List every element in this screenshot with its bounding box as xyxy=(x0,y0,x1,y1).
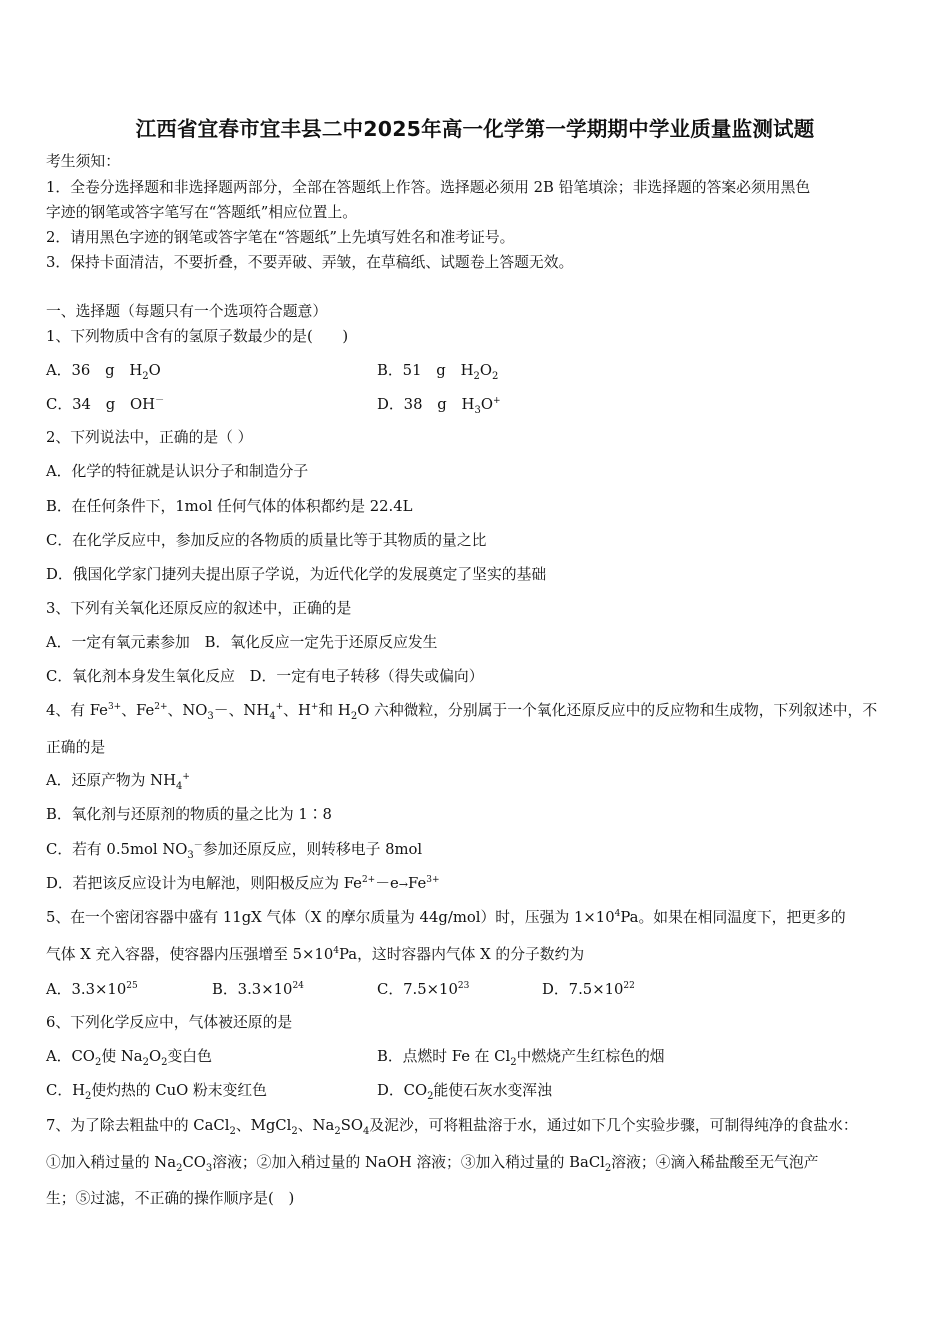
q6-stem: 6、下列化学反应中，气体被还原的是 xyxy=(46,1014,293,1031)
q5-stem-cont: 气体 X 充入容器，使容器内压强增至 $5\times 10^4Pa$，这时容器内气体 X 的分子数约为 xyxy=(46,946,585,963)
q2-option-a: A．化学的特征就是认识分子和制造分子 xyxy=(46,463,309,480)
q5-option-a: A．$3.3\times 10^{25}$ xyxy=(46,981,138,998)
q4-option-c: C．若有 0.5mol $NO_3^-$参加还原反应，则转移电子 8mol xyxy=(46,841,423,861)
q5-stem: 5、在一个密闭容器中盛有 11gX 气体（X 的摩尔质量为 44g/mol）时，压强为 $1\times 10^4Pa$。如果在相同温度下，把更多的 xyxy=(46,909,846,926)
q5-option-c: C．$7.5\times 10^{23}$ xyxy=(377,981,470,998)
q4-option-b: B．氧化剂与还原剂的物质的量之比为 1∶8 xyxy=(46,806,332,823)
q2-option-d: D．俄国化学家门捷列夫提出原子学说，为近代化学的发展奠定了坚实的基础 xyxy=(46,566,547,583)
q6-option-b: B．点燃时 Fe 在 $Cl_2$中燃烧产生红棕色的烟 xyxy=(377,1048,665,1068)
q5-option-b: B．$3.3\times 10^{24}$ xyxy=(212,981,304,998)
notice-line-1-cont: 字迹的钢笔或答字笔写在“答题纸”相应位置上。 xyxy=(46,204,358,221)
q1-option-b: B．51 g $H_2O_2$ xyxy=(377,362,499,382)
q2-stem: 2、下列说法中，正确的是（ ） xyxy=(46,429,253,446)
arrow-icon: → xyxy=(398,878,408,891)
q4-option-a: A．还原产物为 $NH_4^+$ xyxy=(46,772,190,792)
q3-options-cd: C．氧化剂本身发生氧化反应 D．一定有电子转移（得失或偏向） xyxy=(46,668,484,685)
q2-option-c: C．在化学反应中，参加反应的各物质的质量比等于其物质的量之比 xyxy=(46,532,487,549)
notice-line-2: 2．请用黑色字迹的钢笔或答字笔在“答题纸”上先填写姓名和准考证号。 xyxy=(46,229,515,246)
q4-stem-cont: 正确的是 xyxy=(46,739,106,756)
q6-option-d: D．$CO_2$能使石灰水变浑浊 xyxy=(377,1082,552,1102)
q1-stem: 1、下列物质中含有的氢原子数最少的是( ) xyxy=(46,328,349,345)
q1-option-a: A．36 g $H_2O$ xyxy=(46,362,161,382)
q4-option-d: D．若把该反应设计为电解池，则阳极反应为 $Fe^{2+}-e\to Fe^{3+}$ xyxy=(46,875,440,892)
q7-stem-end: 生；⑤过滤，不正确的操作顺序是( ) xyxy=(46,1190,295,1207)
q3-options-ab: A．一定有氧元素参加 B．氧化反应一定先于还原反应发生 xyxy=(46,634,438,651)
q2-option-b: B．在任何条件下，1mol 任何气体的体积都约是 22.4L xyxy=(46,498,413,515)
section-heading: 一、选择题（每题只有一个选项符合题意） xyxy=(46,303,328,320)
q5-option-d: D．$7.5\times 10^{22}$ xyxy=(542,981,635,998)
q6-option-a: A．$CO_2$使 $Na_2O_2$变白色 xyxy=(46,1048,212,1068)
notice-line-1: 1．全卷分选择题和非选择题两部分，全部在答题纸上作答。选择题必须用 2B 铅笔填涂；非选择题的答案必须用黑色 xyxy=(46,179,811,196)
q6-option-c: C．$H_2$使灼热的 CuO 粉末变红色 xyxy=(46,1082,267,1102)
page-title: 江西省宜春市宜丰县二中2025年高一化学第一学期期中学业质量监测试题 xyxy=(135,117,815,141)
notice-line-3: 3．保持卡面清洁，不要折叠，不要弄破、弄皱，在草稿纸、试题卷上答题无效。 xyxy=(46,254,574,271)
q7-steps: ①加入稍过量的 $Na_2CO_3$溶液；②加入稍过量的 NaOH 溶液；③加入稍过量的 BaCl$_2$溶液；④滴入稀盐酸至无气泡产 xyxy=(46,1154,819,1174)
q7-stem: 7、为了除去粗盐中的 CaCl$_2$、MgCl$_2$、$Na_2SO_4$及泥沙，可将粗盐溶于水，通过如下几个实验步骤，可制得纯净的食盐水： xyxy=(46,1117,858,1137)
q1-option-d: D．38 g $H_3O^+$ xyxy=(377,396,501,416)
notice-heading: 考生须知： xyxy=(46,153,120,170)
q1-option-c: C．34 g OH－ xyxy=(46,396,165,413)
q4-stem: 4、有 $Fe^{3+}$、$Fe^{2+}$、$NO_3-$、$NH_4^+$、H+和 $H_2O$ 六种微粒，分别属于一个氧化还原反应中的反应物和生成物，下列叙述中，不 xyxy=(46,702,878,722)
q3-stem: 3、下列有关氧化还原反应的叙述中，正确的是 xyxy=(46,600,352,617)
